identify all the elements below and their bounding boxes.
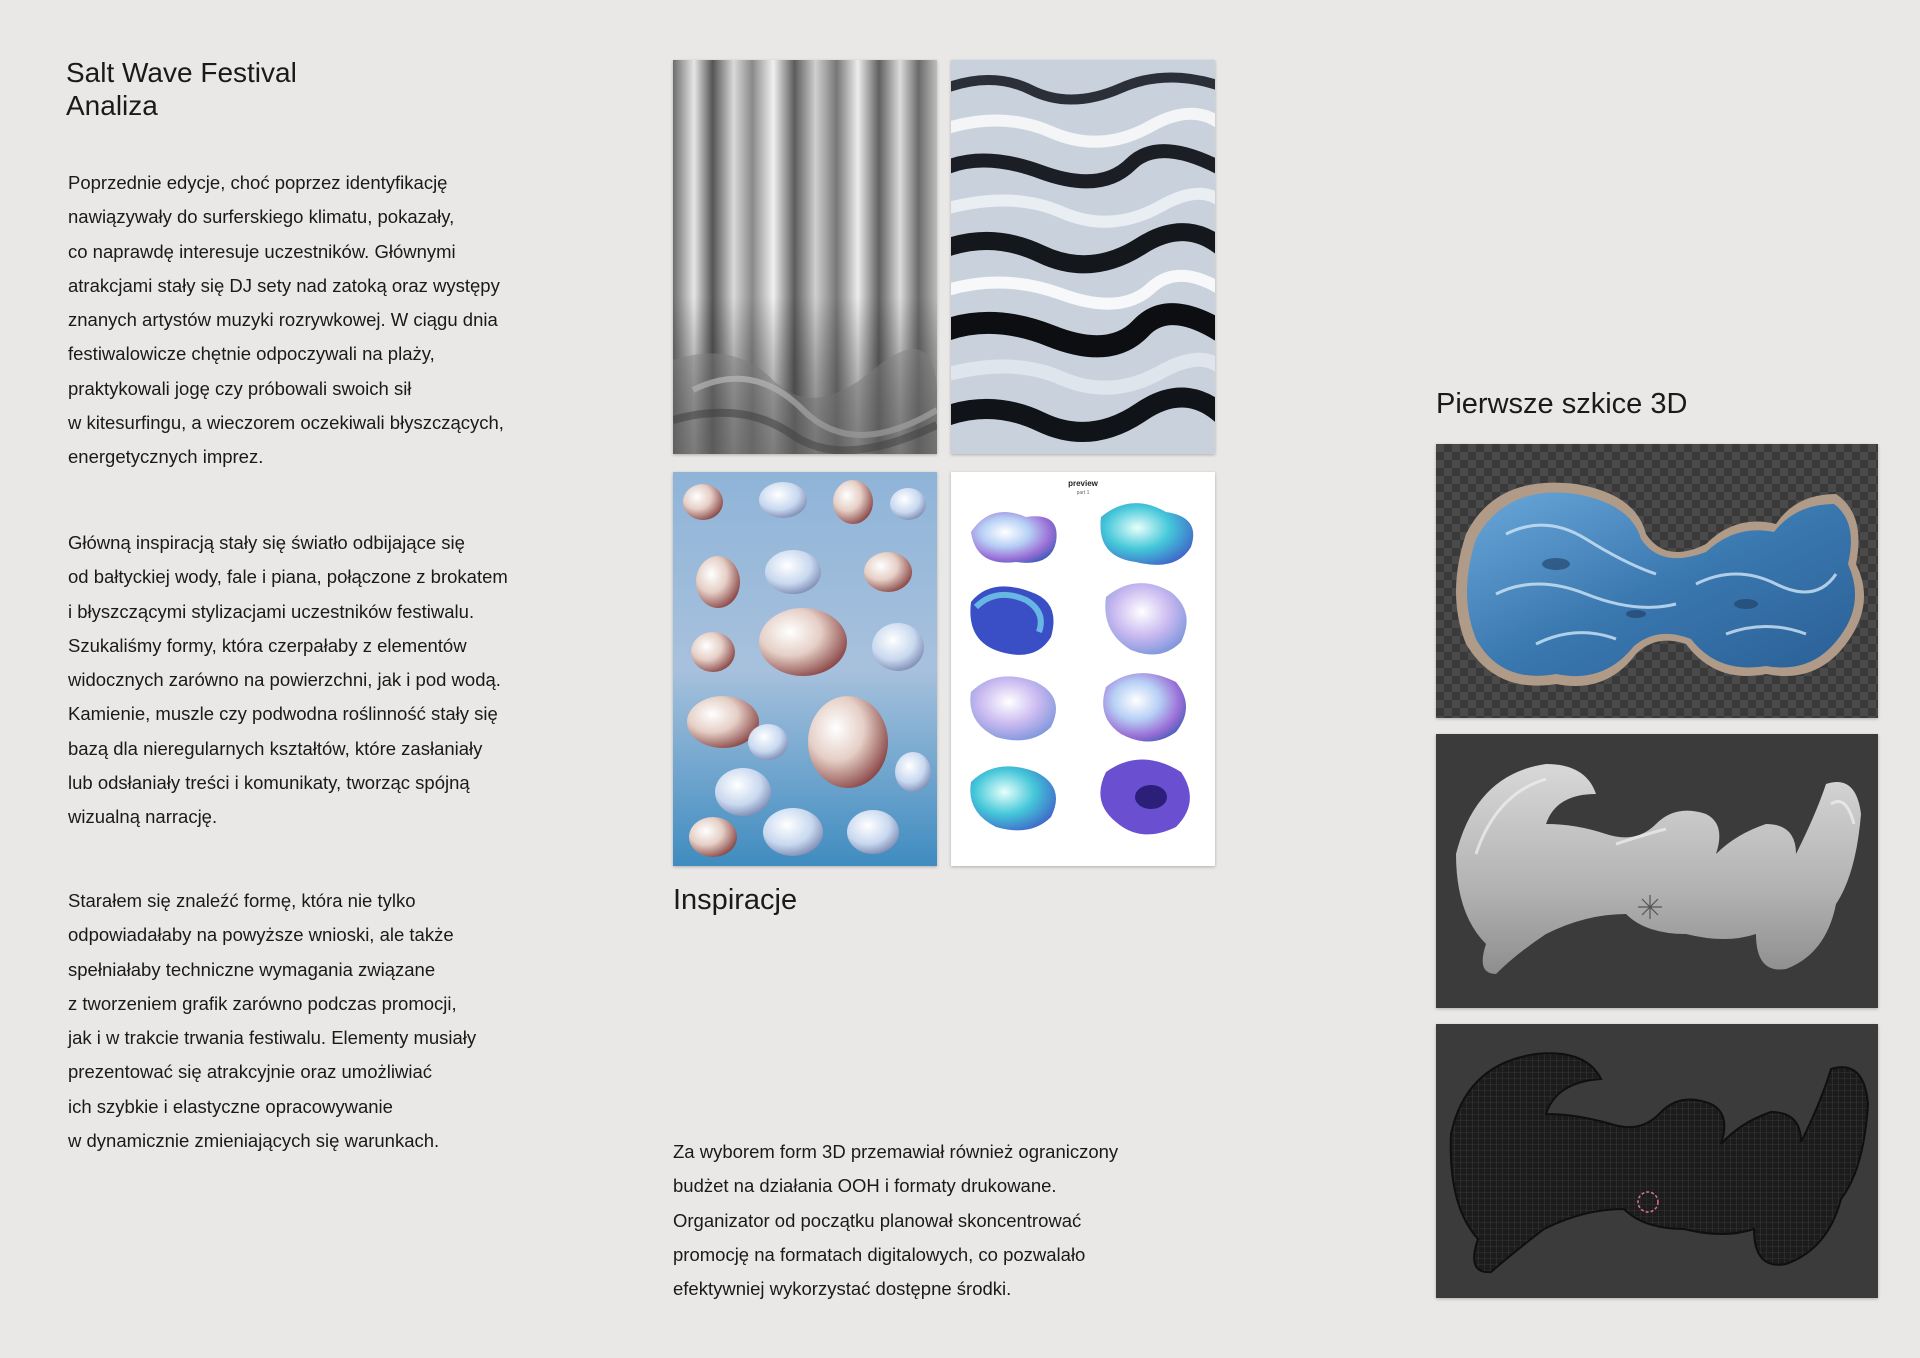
sketch-render-clay [1436,734,1878,1008]
sketches-heading: Pierwsze szkice 3D [1436,388,1688,420]
inspiration-heading: Inspiracje [673,884,798,916]
intro-paragraph: Poprzednie edycje, choć poprzez identyfikację nawiązywały do surferskiego klimatu, pokazały, co naprawdę interesuje uczestników. Głównymi atrakcjami stały się DJ sety nad zatoką oraz występy znanych artystów muzyki rozrywkowej. W ciągu dnia festiwalowicze chętnie odpoczywali na plaży, praktykowali jogę czy próbowali swoich sił w kitesurfingu, a wieczorem oczekiwali błyszczących, energetycznych imprez. [68,172,504,468]
sketch-render-wireframe [1436,1024,1878,1298]
water-reflection-image [951,60,1215,454]
silver-foil-image [673,60,937,454]
form-paragraph: Starałem się znaleźć formę, która nie tylko odpowiadałaby na powyższe wnioski, ale także spełniałaby techniczne wymagania związane z tworzeniem grafik zarówno podczas promocji, jak i w trakcie trwania festiwalu. Elementy musiały prezentować się atrakcyjnie oraz umożliwiać ich szybkie i elastyczne opracowywanie w dynamicznie zmieniających się warunkach. [68,890,477,1152]
iridescent-stones-image [673,472,937,866]
page-title [66,56,297,122]
inspiration-paragraph: Główną inspiracją stały się światło odbijające się od bałtyckiej wody, fale i piana, połączone z brokatem i błyszczącymi stylizacjami uczestników festiwalu. Szukaliśmy formy, która czerpałaby z elementów widocznych zarówno na powierzchni, jak i pod wodą. Kamienie, muszle czy podwodna roślinność stały się bazą dla nieregularnych kształtów, które zasłaniały lub odsłaniały treści i komunikaty, tworząc spójną wizualną narrację. [68,532,508,828]
title-line-2: Analiza [66,90,158,121]
title-line-1: Salt Wave Festival [66,57,297,88]
preview-label: preview [1068,479,1098,488]
preview-sublabel: part 1 [1076,490,1090,496]
budget-paragraph: Za wyborem form 3D przemawiał również ograniczony budżet na działania OOH i formaty drukowane. Organizator od początku planował skoncentrować promocję na formatach digitalowych, co pozwalało efektywniej wykorzystać dostępne środki. [673,1141,1119,1300]
sketch-render-blue [1436,444,1878,718]
holographic-blobs-image [951,472,1215,866]
